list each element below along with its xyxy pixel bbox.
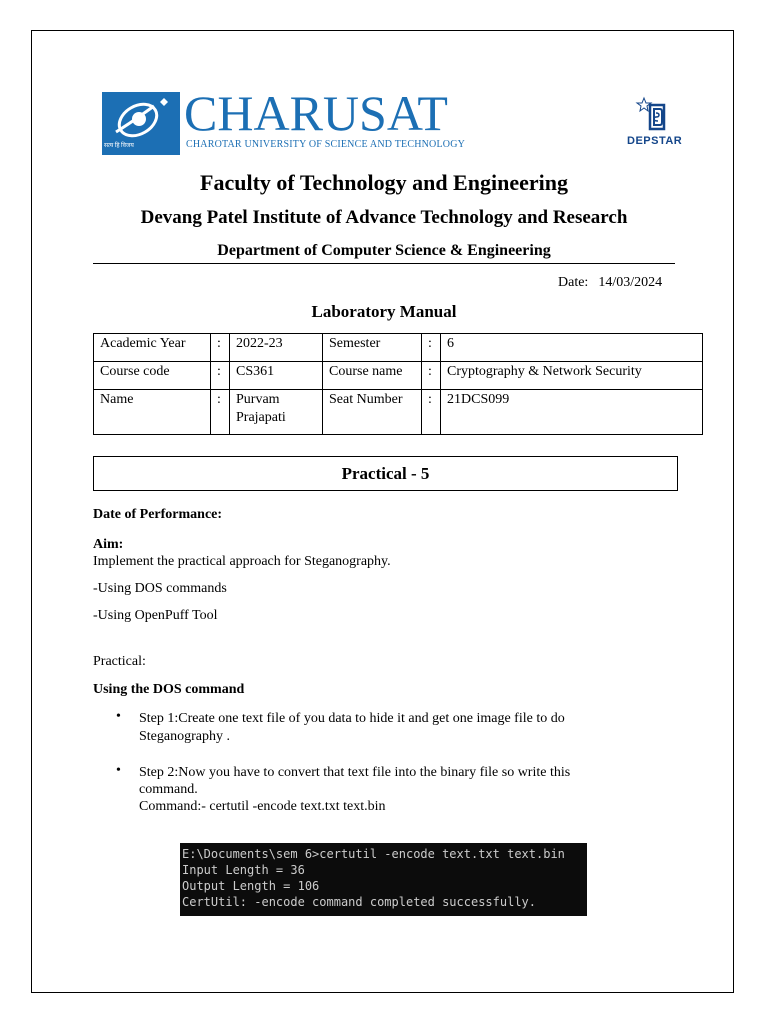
aim-text: Implement the practical approach for Steganography. bbox=[93, 554, 391, 569]
table-cell: : bbox=[422, 334, 441, 362]
department-heading: Department of Computer Science & Engineering bbox=[217, 242, 551, 259]
manual-title: Laboratory Manual bbox=[311, 302, 457, 321]
practical-title-box: Practical - 5 bbox=[93, 456, 678, 491]
step2-line1: Step 2:Now you have to convert that text file into the binary file so write this bbox=[139, 765, 571, 780]
table-cell: : bbox=[422, 390, 441, 435]
heading-divider bbox=[93, 263, 675, 264]
faculty-heading: Faculty of Technology and Engineering bbox=[200, 170, 568, 195]
table-cell: Semester bbox=[323, 334, 422, 362]
table-cell: Purvam Prajapati bbox=[230, 390, 323, 435]
table-cell: 2022-23 bbox=[230, 334, 323, 362]
bullet-icon: • bbox=[116, 763, 121, 778]
terminal-line: Output Length = 106 bbox=[182, 879, 320, 893]
table-cell: : bbox=[422, 362, 441, 390]
terminal-screenshot bbox=[180, 843, 587, 916]
table-cell: CS361 bbox=[230, 362, 323, 390]
step2-line2: command. bbox=[139, 782, 198, 797]
table-row bbox=[94, 362, 703, 390]
table-cell: Course name bbox=[323, 362, 422, 390]
terminal-line: Input Length = 36 bbox=[182, 863, 305, 877]
step1-line2: Steganography . bbox=[139, 729, 230, 744]
section-heading: Using the DOS command bbox=[93, 682, 245, 697]
aim-label: Aim: bbox=[93, 537, 124, 552]
terminal-line: E:\Documents\sem 6>certutil -encode text.txt text.bin bbox=[182, 847, 565, 861]
table-cell: : bbox=[211, 334, 230, 362]
step2-command: Command:- certutil -encode text.txt text.bin bbox=[139, 799, 386, 814]
table-cell: Cryptography & Network Security bbox=[441, 362, 703, 390]
table-row bbox=[94, 334, 703, 362]
depstar-label: DEPSTAR bbox=[627, 135, 683, 147]
terminal-line: CertUtil: -encode command completed successfully. bbox=[182, 895, 537, 909]
step1-line1: Step 1:Create one text file of you data to hide it and get one image file to do bbox=[139, 711, 565, 726]
method-openpuff: -Using OpenPuff Tool bbox=[93, 608, 218, 623]
date-line bbox=[558, 275, 662, 291]
logo-motto: सत्य हि विजय bbox=[104, 143, 134, 149]
bullet-icon: • bbox=[116, 709, 121, 724]
practical-label: Practical: bbox=[93, 654, 146, 669]
course-info-table bbox=[93, 333, 703, 435]
table-cell: Course code bbox=[94, 362, 211, 390]
date-value: 14/03/2024 bbox=[598, 275, 663, 290]
table-row bbox=[94, 390, 703, 435]
date-of-performance: Date of Performance: bbox=[93, 507, 223, 522]
table-cell: Name bbox=[94, 390, 211, 435]
table-cell: : bbox=[211, 390, 230, 435]
table-cell: 21DCS099 bbox=[441, 390, 703, 435]
depstar-emblem-icon bbox=[628, 95, 684, 135]
table-cell: : bbox=[211, 362, 230, 390]
institute-heading: Devang Patel Institute of Advance Technology and Research bbox=[140, 207, 628, 228]
table-cell: Academic Year bbox=[94, 334, 211, 362]
logo-name: CHARUSAT bbox=[184, 85, 448, 141]
method-dos: -Using DOS commands bbox=[93, 581, 227, 596]
logo-subtitle: CHAROTAR UNIVERSITY OF SCIENCE AND TECHNOLOGY bbox=[186, 139, 466, 150]
date-label: Date: bbox=[558, 275, 589, 290]
table-cell: 6 bbox=[441, 334, 703, 362]
table-cell: Seat Number bbox=[323, 390, 422, 435]
